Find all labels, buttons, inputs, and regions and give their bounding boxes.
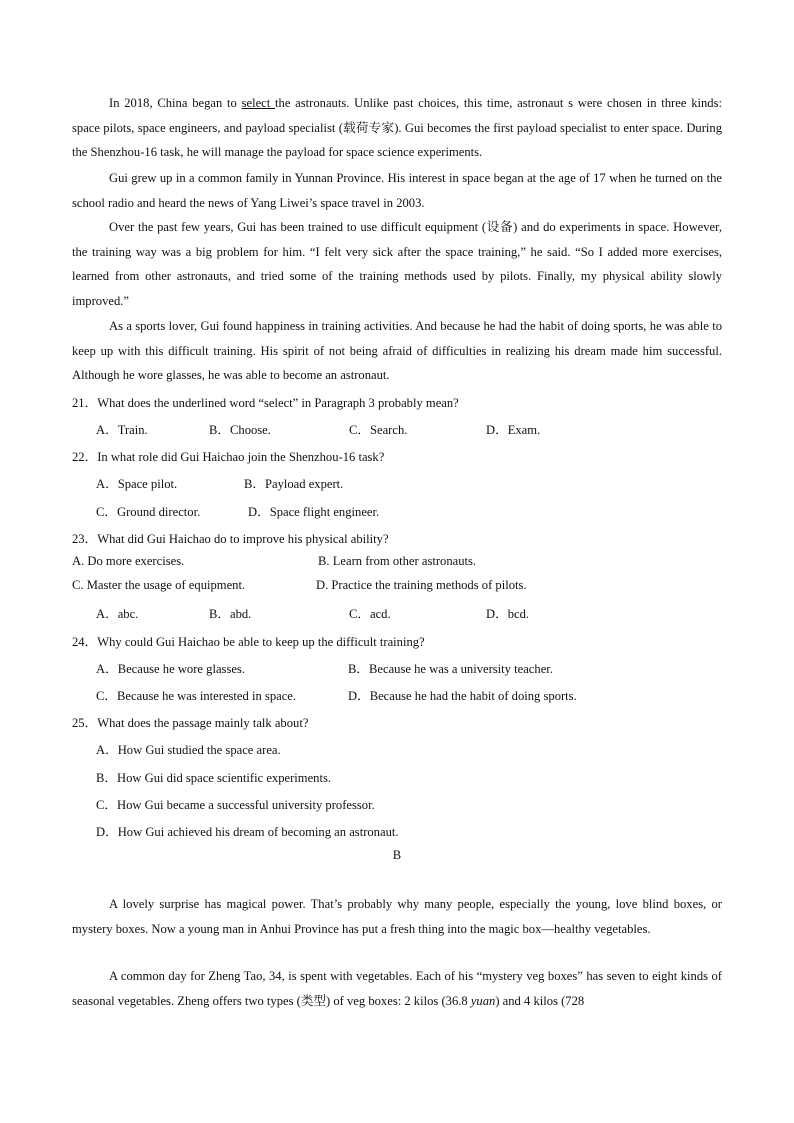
question-25-option-a[interactable]: A．How Gui studied the space area. [96, 743, 281, 757]
question-24-stem: 24．Why could Gui Haichao be able to keep up the difficult training? [72, 635, 425, 649]
passage-b-paragraph-1: A lovely surprise has magical power. That’s probably why many people, especially the young, love blind boxes, or mystery boxes. Now a young man in Anhui Province has put a fresh thing into the magic box—healthy vegetables. [72, 897, 722, 936]
question-23-statement-b: B. Learn from other astronauts. [318, 554, 477, 568]
paragraph-text: A common day for Zheng Tao, 34, is spent with vegetables. Each of his “mystery veg boxes” has seven to eight kinds of seasonal vegetables. Zheng offers two types (类型) of veg boxes: 2 kilos (36.8 [72, 969, 722, 1008]
question-23-option-d[interactable]: D．bcd. [486, 607, 530, 621]
question-25-option-b[interactable]: B．How Gui did space scientific experiments. [96, 771, 332, 785]
question-24-option-d[interactable]: D．Because he had the habit of doing sports. [348, 689, 577, 703]
paragraph-text: the astronauts. Unlike past choices, this time, astronaut s were chosen in three kinds: space pilots, space engineers, and payload specialist (载荷专家). Gui becomes the first payload specialist to enter space. During the Shenzhou-16 task, he will manage the payload for space science experiments. [72, 96, 722, 159]
passage-a-paragraph-1 [72, 91, 722, 165]
question-24-option-a[interactable]: A．Because he wore glasses. [96, 662, 245, 676]
paragraph-text: ) and 4 kilos (728 [495, 993, 585, 1008]
question-21-option-d[interactable]: D．Exam. [486, 423, 541, 437]
question-21-stem: 21．What does the underlined word “select” in Paragraph 3 probably mean? [72, 396, 459, 410]
question-25-option-c[interactable]: C．How Gui became a successful university professor. [96, 798, 375, 812]
question-25-stem: 25．What does the passage mainly talk about? [72, 716, 309, 730]
question-22-option-d[interactable]: D．Space flight engineer. [248, 505, 380, 519]
question-23-stem: 23．What did Gui Haichao do to improve his physical ability? [72, 532, 389, 546]
question-21-option-c[interactable]: C．Search. [349, 423, 408, 437]
question-21-option-a[interactable]: A．Train. [96, 423, 148, 437]
question-22-option-c[interactable]: C．Ground director. [96, 505, 201, 519]
passage-a-paragraph-3: Over the past few years, Gui has been trained to use difficult equipment (设备) and do experiments in space. However, the training way was a big problem for him. “I felt very sick after the space training,” he said. “So I added more exercises, learned from other astronauts, and tried some of the training methods used by pilots. Finally, my physical ability slowly improved.” [72, 220, 722, 308]
question-23-option-a[interactable]: A．abc. [96, 607, 139, 621]
question-23-statement-c: C. Master the usage of equipment. [72, 578, 246, 592]
section-b-heading: B [392, 848, 402, 862]
passage-b-paragraph-2 [72, 964, 722, 1013]
currency-yuan: yuan [470, 993, 496, 1008]
question-24-option-b[interactable]: B．Because he was a university teacher. [348, 662, 553, 676]
passage-a-paragraph-4: As a sports lover, Gui found happiness in training activities. And because he had the habit of doing sports, he was able to keep up with this difficult training. His spirit of not being afraid of difficulties in realizing his dream made him successful. Although he wore glasses, he was able to become an astronaut. [72, 319, 722, 382]
question-23-option-c[interactable]: C．acd. [349, 607, 391, 621]
question-23-statement-a: A. Do more exercises. [72, 554, 185, 568]
question-23-option-b[interactable]: B．abd. [209, 607, 252, 621]
question-22-stem: 22．In what role did Gui Haichao join the Shenzhou-16 task? [72, 450, 385, 464]
question-21-option-b[interactable]: B．Choose. [209, 423, 271, 437]
question-25-option-d[interactable]: D．How Gui achieved his dream of becoming an astronaut. [96, 825, 399, 839]
underlined-word-select: select [241, 96, 276, 110]
question-23-statement-d: D. Practice the training methods of pilots. [316, 578, 527, 592]
paragraph-text: In 2018, China began to [109, 96, 242, 110]
question-24-option-c[interactable]: C．Because he was interested in space. [96, 689, 297, 703]
question-22-option-b[interactable]: B．Payload expert. [244, 477, 344, 491]
passage-a-paragraph-2: Gui grew up in a common family in Yunnan Province. His interest in space began at the age of 17 when he turned on the school radio and heard the news of Yang Liwei’s space travel in 2003. [72, 171, 722, 210]
question-22-option-a[interactable]: A．Space pilot. [96, 477, 178, 491]
